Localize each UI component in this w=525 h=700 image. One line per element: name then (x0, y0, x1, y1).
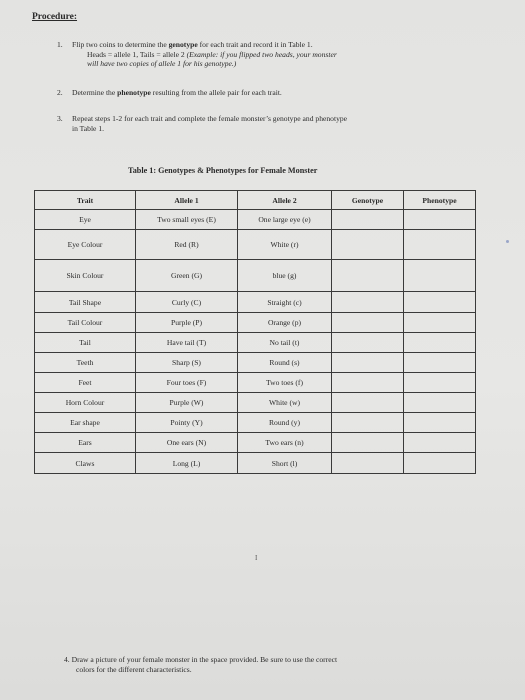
genotype-cell[interactable] (332, 260, 404, 292)
allele-2-cell: Two ears (n) (238, 433, 332, 453)
phenotype-cell[interactable] (404, 353, 476, 373)
header-trait: Trait (35, 191, 136, 210)
header-allele-1: Allele 1 (136, 191, 238, 210)
phenotype-cell[interactable] (404, 453, 476, 474)
allele-1-cell: Green (G) (136, 260, 238, 292)
allele-1-cell: Two small eyes (E) (136, 210, 238, 230)
genotype-cell[interactable] (332, 393, 404, 413)
allele-1-cell: Curly (C) (136, 292, 238, 313)
allele-2-cell: blue (g) (238, 260, 332, 292)
step-4 (64, 655, 337, 674)
trait-cell: Skin Colour (35, 260, 136, 292)
trait-cell: Tail Shape (35, 292, 136, 313)
phenotype-cell[interactable] (404, 313, 476, 333)
example-text: (Example: if you flipped two heads, your monster (186, 49, 337, 59)
phenotype-term: phenotype (117, 88, 151, 97)
genotype-cell[interactable] (332, 210, 404, 230)
table-header-row (35, 191, 476, 210)
trait-cell: Eye (35, 210, 136, 230)
genotype-cell[interactable] (332, 413, 404, 433)
allele-1-cell: Red (R) (136, 230, 238, 260)
trait-cell: Ear shape (35, 413, 136, 433)
genotype-cell[interactable] (332, 230, 404, 260)
step-number: 4. (64, 655, 70, 664)
table-row (35, 313, 476, 333)
allele-2-cell: White (w) (238, 393, 332, 413)
step-text: Flip two coins to determine the (72, 40, 169, 49)
step-1 (57, 40, 477, 69)
allele-1-cell: One ears (N) (136, 433, 238, 453)
step-number: 2. (57, 88, 63, 97)
table-row (35, 230, 476, 260)
phenotype-cell[interactable] (404, 333, 476, 353)
table-row (35, 292, 476, 313)
ink-dot (506, 240, 509, 243)
stray-mark: I (255, 554, 258, 562)
genotype-cell[interactable] (332, 433, 404, 453)
table-row (35, 373, 476, 393)
phenotype-cell[interactable] (404, 260, 476, 292)
trait-cell: Claws (35, 453, 136, 474)
genotype-cell[interactable] (332, 453, 404, 474)
table-row (35, 333, 476, 353)
table-row (35, 453, 476, 474)
allele-1-cell: Purple (W) (136, 393, 238, 413)
table-row (35, 260, 476, 292)
phenotype-cell[interactable] (404, 413, 476, 433)
step-text: Draw a picture of your female monster in the space provided. Be sure to use the correct (71, 655, 338, 664)
step-number: 3. (57, 114, 63, 123)
genotype-cell[interactable] (332, 313, 404, 333)
allele-1-cell: Have tail (T) (136, 333, 238, 353)
example-text-continued: will have two copies of allele 1 for his genotype.) (87, 59, 237, 68)
genotype-term: genotype (168, 40, 198, 49)
genotype-cell[interactable] (332, 292, 404, 313)
allele-2-cell: Straight (c) (238, 292, 332, 313)
genotype-cell[interactable] (332, 373, 404, 393)
step-3 (57, 114, 487, 133)
trait-cell: Tail (35, 333, 136, 353)
allele-2-cell: Two toes (f) (238, 373, 332, 393)
allele-1-cell: Sharp (S) (136, 353, 238, 373)
phenotype-cell[interactable] (404, 433, 476, 453)
table-row (35, 210, 476, 230)
step-text: Determine the (72, 88, 118, 97)
table-caption: Table 1: Genotypes & Phenotypes for Female Monster (128, 166, 318, 175)
trait-cell: Eye Colour (35, 230, 136, 260)
trait-cell: Horn Colour (35, 393, 136, 413)
step-text: resulting from the allele pair for each trait. (150, 88, 282, 97)
procedure-heading: Procedure: (32, 12, 78, 22)
allele-2-cell: No tail (t) (238, 333, 332, 353)
allele-1-cell: Four toes (F) (136, 373, 238, 393)
allele-rule: Heads = allele 1, Tails = allele 2 (87, 49, 187, 59)
step-2 (57, 88, 477, 98)
allele-2-cell: Round (s) (238, 353, 332, 373)
allele-2-cell: One large eye (e) (238, 210, 332, 230)
table-row (35, 353, 476, 373)
table-row (35, 433, 476, 453)
genotype-cell[interactable] (332, 333, 404, 353)
allele-1-cell: Long (L) (136, 453, 238, 474)
header-genotype: Genotype (332, 191, 404, 210)
header-phenotype: Phenotype (404, 191, 476, 210)
allele-2-cell: Round (y) (238, 413, 332, 433)
step-number: 1. (57, 40, 63, 49)
allele-1-cell: Pointy (Y) (136, 413, 238, 433)
genotype-phenotype-table (34, 190, 476, 474)
phenotype-cell[interactable] (404, 210, 476, 230)
step-text: colors for the different characteristics. (76, 664, 192, 674)
header-allele-2: Allele 2 (238, 191, 332, 210)
phenotype-cell[interactable] (404, 230, 476, 260)
allele-2-cell: White (r) (238, 230, 332, 260)
phenotype-cell[interactable] (404, 373, 476, 393)
step-text: in Table 1. (72, 123, 105, 133)
phenotype-cell[interactable] (404, 292, 476, 313)
table-row (35, 413, 476, 433)
allele-1-cell: Purple (P) (136, 313, 238, 333)
phenotype-cell[interactable] (404, 393, 476, 413)
trait-cell: Ears (35, 433, 136, 453)
trait-cell: Feet (35, 373, 136, 393)
allele-2-cell: Orange (p) (238, 313, 332, 333)
step-text: for each trait and record it in Table 1. (197, 40, 313, 49)
step-text: Repeat steps 1-2 for each trait and complete the female monster’s genotype and phenotype (72, 114, 348, 123)
genotype-cell[interactable] (332, 353, 404, 373)
allele-2-cell: Short (l) (238, 453, 332, 474)
table-row (35, 393, 476, 413)
trait-cell: Teeth (35, 353, 136, 373)
trait-cell: Tail Colour (35, 313, 136, 333)
